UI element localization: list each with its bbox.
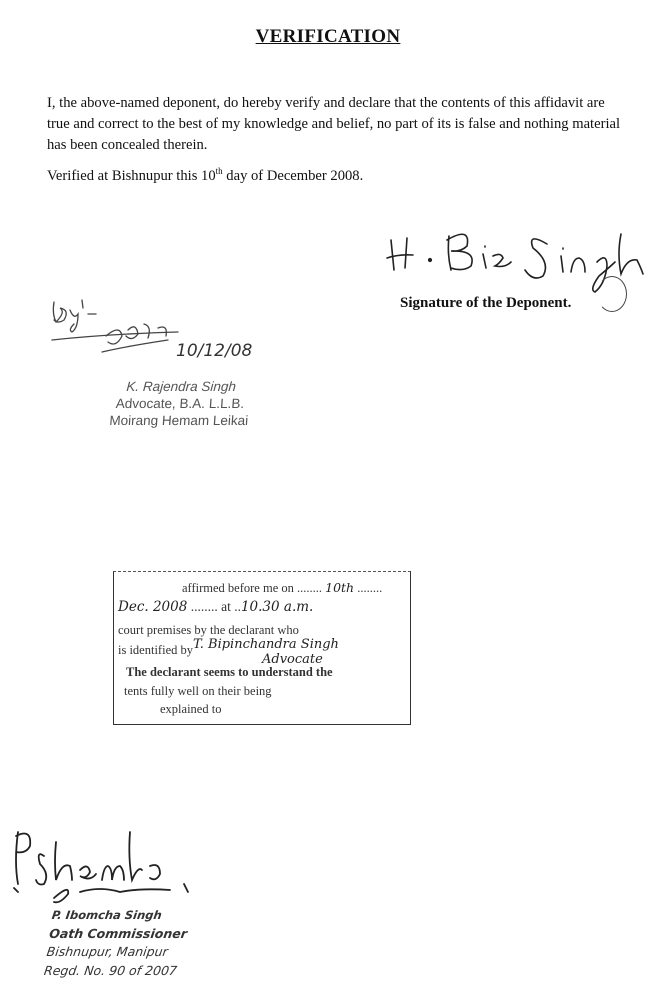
- stamp-affirmed: affirmed before me on: [182, 581, 294, 595]
- advocate-name: K. Rajendra Singh: [125, 379, 237, 394]
- stamp-day: 10th: [325, 580, 355, 595]
- stamp-identified: is identified by: [118, 643, 193, 657]
- document-title: VERIFICATION: [255, 26, 401, 47]
- verified-prefix: Verified at Bishnupur this 10: [47, 168, 216, 184]
- deponent-signature-label: Signature of the Deponent.: [400, 295, 572, 311]
- verified-line: [47, 166, 622, 187]
- stamp-court-line: court premises by the declarant who: [118, 623, 299, 637]
- oath-commissioner-location: Bishnupur, Manipur: [45, 944, 169, 959]
- stamp-identifier-title: Advocate: [262, 652, 323, 667]
- stamp-declarant-line: The declarant seems to understand the: [126, 665, 333, 679]
- signature-flourish: [597, 276, 627, 312]
- stamp-contents-line: tents fully well on their being: [124, 684, 272, 698]
- oath-commissioner-name: P. Ibomcha Singh: [50, 908, 163, 922]
- advocate-address: Moirang Hemam Leikai: [108, 413, 249, 428]
- stamp-at: at: [221, 599, 231, 614]
- advocate-date: 10/12/08: [176, 341, 253, 361]
- advocate-qualification: Advocate, B.A. L.L.B.: [115, 396, 245, 411]
- oath-commissioner-title: Oath Commissioner: [48, 925, 189, 941]
- stamp-explained-line: explained to: [160, 702, 222, 716]
- stamp-date: Dec. 2008: [118, 599, 188, 615]
- oath-commissioner-stamp: [43, 906, 191, 980]
- affirmation-stamp: affirmed before me on ........ 10th ........ Dec. 2008 ........ at ..10.30 a.m. court premises by the declarant who is identified byT. Bipinchandra Singh Advocate The declarant seems to understand the tents fully well on their being explained to: [113, 571, 411, 725]
- oath-commissioner-registration: Regd. No. 90 of 2007: [43, 962, 179, 978]
- stamp-time: 10.30 a.m.: [240, 599, 314, 615]
- verification-paragraph: I, the above-named deponent, do hereby verify and declare that the contents of this affidavit are true and correct to the best of my knowledge and belief, no part of its is false and nothing material has been concealed therein.: [47, 95, 621, 153]
- verified-superscript: th: [215, 166, 223, 177]
- verified-suffix: day of December 2008.: [222, 168, 364, 184]
- stamp-identifier: T. Bipinchandra Singh: [193, 637, 339, 652]
- advocate-by-note: [52, 294, 80, 312]
- oath-commissioner-signature: [10, 822, 200, 912]
- advocate-signature: [48, 294, 268, 374]
- advocate-stamp: [98, 378, 262, 429]
